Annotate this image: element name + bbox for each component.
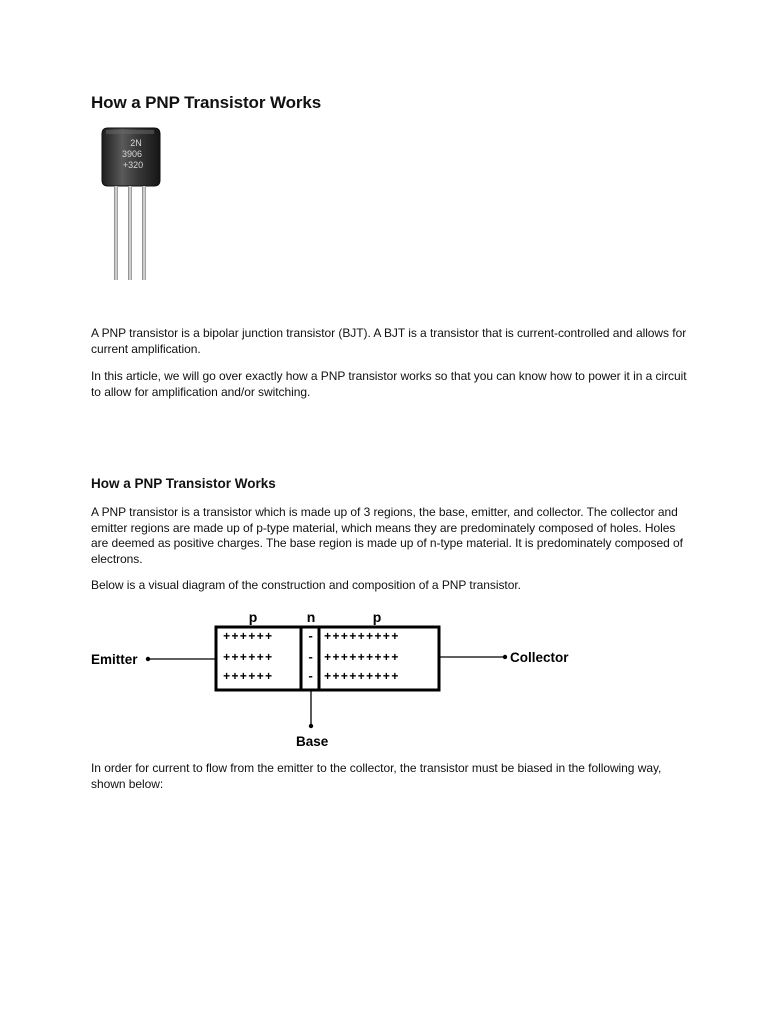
intro-paragraph-2: In this article, we will go over exactly how a PNP transistor works so that you can know how to power it in a circuit to allow for amplification and/or switching. [91,369,687,399]
page-title: How a PNP Transistor Works [91,93,322,112]
section-paragraph-3: In order for current to flow from the emitter to the collector, the transistor must be biased in the following way, shown below: [91,761,662,791]
section-paragraph-1: A PNP transistor is a transistor which is made up of 3 regions, the base, emitter, and collector. The collector and emitter regions are made up of p-type material, which means they are predominately composed of holes. Holes are deemed as positive charges. The base region is made up of n-type material. It is predominately composed of electrons. [91,505,683,566]
pnp-construction-diagram [86,604,606,754]
transistor-photo [92,124,172,286]
collector-charge-row: +++++++++ [324,630,400,644]
emitter-charge-row: ++++++ [223,630,274,644]
base-charge-row: - [307,651,315,665]
photo-marking-line-2: 3906 [121,149,143,159]
section-paragraph-2: Below is a visual diagram of the construction and composition of a PNP transistor. [91,578,521,592]
charge-rows [223,630,400,684]
emitter-label: Emitter [91,652,138,667]
emitter-charge-row: ++++++ [223,670,274,684]
region-label-p-emitter: p [248,609,258,625]
photo-marking-line-1: 2N [130,138,142,148]
base-charge-row: - [307,670,315,684]
section-heading: How a PNP Transistor Works [91,476,276,491]
base-charge-row: - [307,630,315,644]
collector-charge-row: +++++++++ [324,670,400,684]
photo-marking-line-3: +320 [122,160,144,170]
base-label: Base [296,734,329,749]
emitter-charge-row: ++++++ [223,651,274,665]
collector-label: Collector [510,650,569,665]
region-label-n-base: n [306,609,316,625]
intro-paragraph-1: A PNP transistor is a bipolar junction transistor (BJT). A BJT is a transistor that is current-controlled and allows for current amplification. [91,326,687,356]
collector-charge-row: +++++++++ [324,651,400,665]
region-label-p-collector: p [372,609,382,625]
